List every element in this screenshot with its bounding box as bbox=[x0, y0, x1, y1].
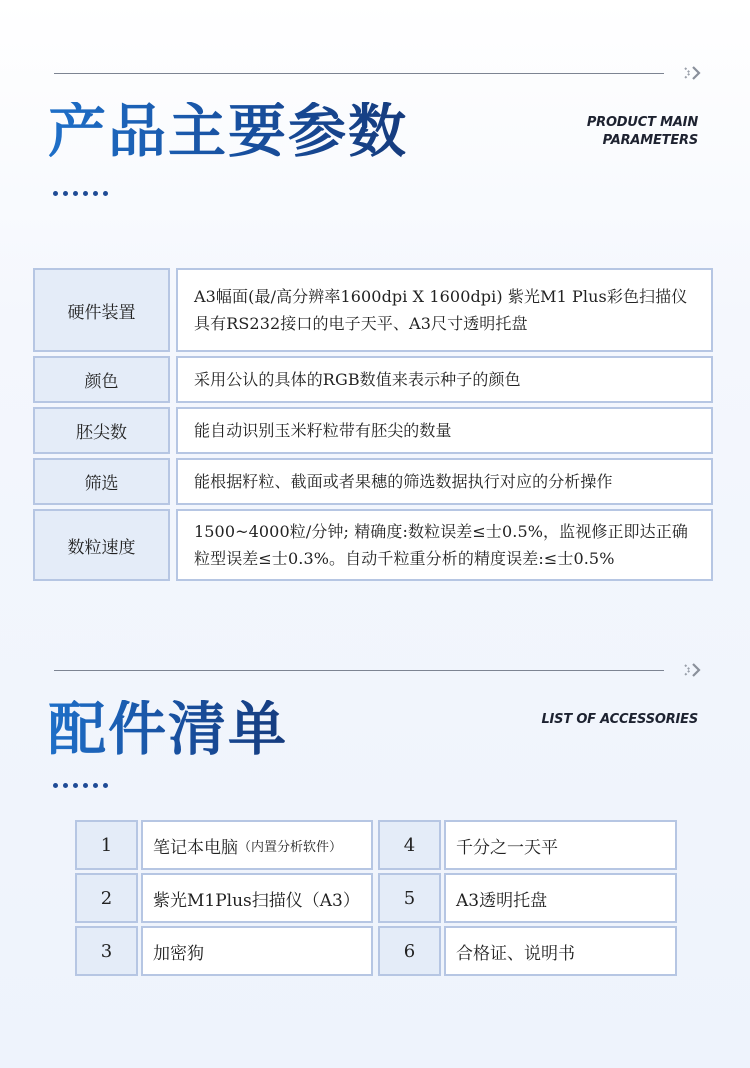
dot-divider bbox=[53, 191, 108, 196]
param-value-line: 能根据籽粒、截面或者果穗的筛选数据执行对应的分析操作 bbox=[194, 472, 613, 491]
accessory-name-text: 千分之一天平 bbox=[456, 837, 558, 858]
accessory-name-text: 笔记本电脑 bbox=[153, 837, 238, 858]
accessory-name bbox=[141, 926, 373, 976]
accessory-name bbox=[141, 820, 373, 870]
double-chevron-right-icon bbox=[682, 63, 704, 83]
param-value bbox=[176, 458, 713, 505]
param-label: 颜色 bbox=[33, 356, 170, 403]
param-row bbox=[33, 407, 713, 454]
accessories-table bbox=[75, 820, 677, 979]
param-value-line: 粒型误差≤士0.3%。自动千粒重分析的精度误差:≤士0.5% bbox=[194, 549, 615, 568]
parameters-table bbox=[33, 268, 713, 585]
accessory-number: 2 bbox=[75, 873, 138, 923]
param-value bbox=[176, 407, 713, 454]
accessory-name-text: 加密狗 bbox=[153, 943, 204, 964]
accessory-number: 3 bbox=[75, 926, 138, 976]
dot-divider bbox=[53, 783, 108, 788]
accessory-row bbox=[75, 926, 677, 976]
param-value-line: A3幅面(最/高分辨率1600dpi X 1600dpi) 紫光M1 Plus彩色扫描仪 bbox=[194, 287, 688, 306]
param-label: 筛选 bbox=[33, 458, 170, 505]
accessory-number: 5 bbox=[378, 873, 441, 923]
subtitle-line-1: PRODUCT MAIN bbox=[586, 115, 698, 130]
param-value bbox=[176, 268, 713, 352]
accessory-row bbox=[75, 820, 677, 870]
accessory-number: 1 bbox=[75, 820, 138, 870]
param-row bbox=[33, 356, 713, 403]
accessory-note: （内置分析软件） bbox=[238, 839, 343, 855]
accessory-name bbox=[141, 873, 373, 923]
param-label: 数粒速度 bbox=[33, 509, 170, 581]
accessory-name bbox=[444, 873, 677, 923]
section-divider-top bbox=[54, 73, 664, 74]
accessory-number: 6 bbox=[378, 926, 441, 976]
param-value bbox=[176, 356, 713, 403]
param-label: 硬件装置 bbox=[33, 268, 170, 352]
accessory-name bbox=[444, 820, 677, 870]
param-value-line: 能自动识别玉米籽粒带有胚尖的数量 bbox=[194, 421, 452, 440]
param-row bbox=[33, 509, 713, 581]
param-row bbox=[33, 458, 713, 505]
param-row bbox=[33, 268, 713, 352]
accessory-number: 4 bbox=[378, 820, 441, 870]
subtitle-line-2: PARAMETERS bbox=[602, 133, 698, 148]
accessory-name-text: A3透明托盘 bbox=[456, 890, 548, 911]
param-value-line: 具有RS232接口的电子天平、A3尺寸透明托盘 bbox=[194, 314, 528, 333]
section-title-accessories: 配件清单 bbox=[48, 695, 289, 763]
accessory-name bbox=[444, 926, 677, 976]
double-chevron-right-icon bbox=[682, 660, 704, 680]
section-divider-accessories bbox=[54, 670, 664, 671]
accessory-name-text: 紫光M1Plus扫描仪（A3） bbox=[153, 890, 360, 911]
accessory-row bbox=[75, 873, 677, 923]
param-value-line: 采用公认的具体的RGB数值来表示种子的颜色 bbox=[194, 370, 521, 389]
accessory-name-text: 合格证、说明书 bbox=[456, 943, 575, 964]
section-title-params: 产品主要参数 bbox=[48, 97, 409, 165]
param-value-line: 1500~4000粒/分钟; 精确度:数粒误差≤士0.5%，监视修正即达正确 bbox=[194, 522, 688, 541]
section-subtitle-accessories: LIST OF ACCESSORIES bbox=[541, 712, 698, 727]
section-subtitle-params bbox=[587, 114, 698, 150]
param-value bbox=[176, 509, 713, 581]
param-label: 胚尖数 bbox=[33, 407, 170, 454]
